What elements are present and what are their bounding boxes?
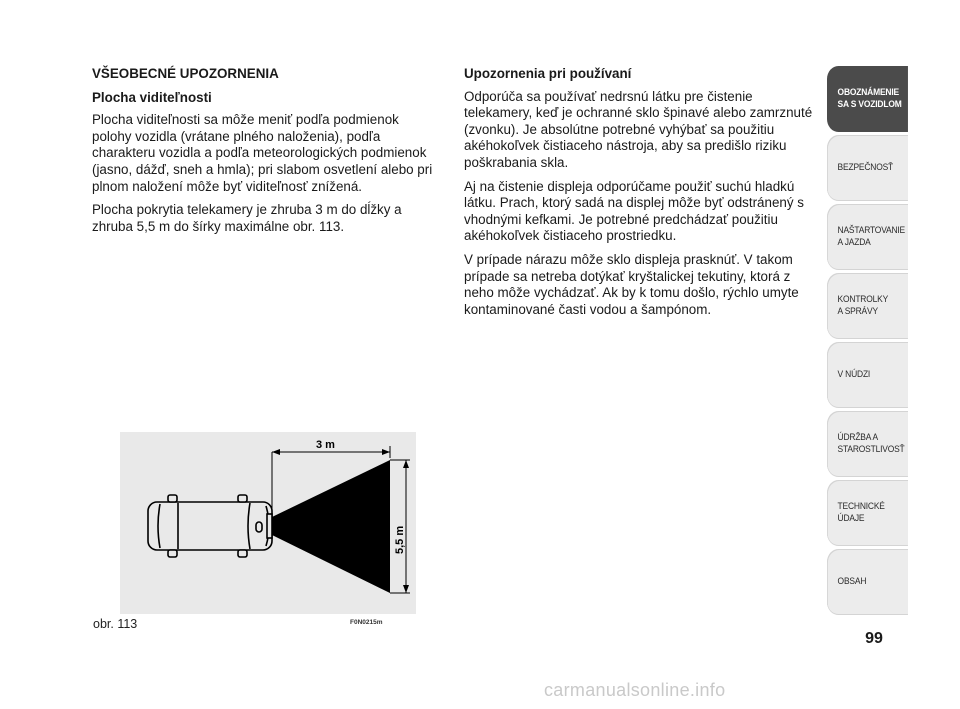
visibility-subheading: Plocha viditeľnosti (92, 89, 212, 105)
tab-maintenance[interactable]: ÚDRŽBA A STAROSTLIVOSŤ (827, 411, 908, 477)
tab-getting-to-know-vehicle[interactable]: OBOZNÁMENIE SA S VOZIDLOM (827, 66, 908, 132)
watermark: carmanualsonline.info (544, 680, 726, 700)
figure-code: F0N0215m (350, 619, 383, 626)
camera-coverage-diagram (120, 432, 416, 614)
paragraph: Aj na čistenie displeja odporúčame použiť suchú hladkú látku. Prach, ktorý sadá na displej môže byť odstránený s vhodnými kefkami. Je potrebné predchádzať použitiu akéhokoľvek čistiaceho prostriedku. (464, 178, 804, 244)
tab-technical-data[interactable]: TECHNICKÉ ÚDAJE (827, 480, 908, 546)
right-text-column (464, 66, 816, 325)
width-label: 5,5 m (394, 525, 406, 554)
tab-safety[interactable]: BEZPEČNOSŤ (827, 135, 908, 201)
figure-caption: obr. 113 (93, 617, 138, 631)
left-text-column (92, 66, 437, 242)
van-icon (148, 495, 272, 557)
paragraph: V prípade nárazu môže sklo displeja prasknúť. V takom prípade sa netreba dotýkať kryštalickej tekutiny, ktorá z neho môže vychádzať. Ak by k tomu došlo, rýchlo umyte kontaminované časti vodou a šampónom. (464, 251, 799, 317)
camera-coverage-figure (120, 432, 416, 614)
tab-warning-lights[interactable]: KONTROLKY A SPRÁVY (827, 273, 908, 339)
section-heading: VŠEOBECNÉ UPOZORNENIA (92, 66, 279, 81)
coverage-cone (272, 460, 390, 593)
tab-emergency[interactable]: V NÚDZI (827, 342, 908, 408)
tab-contents[interactable]: OBSAH (827, 549, 908, 615)
tab-starting-and-driving[interactable]: NAŠTARTOVANIE A JAZDA (827, 204, 908, 270)
paragraph: Plocha viditeľnosti sa môže meniť podľa podmienok polohy vozidla (vrátane plného naloženia), podľa charakteru vozidla a podľa meteorologických podmienok (jasno, dážď, sneh a hmla); pri slabom osvetlení alebo pri plnom naložení môže byť viditeľnosť znížená. (92, 112, 433, 194)
usage-warnings-subheading: Upozornenia pri používaní (464, 66, 632, 81)
length-label: 3 m (316, 439, 335, 451)
page-number: 99 (865, 630, 883, 647)
paragraph: Odporúča sa používať nedrsnú látku pre čistenie telekamery, keď je ochranné sklo špinavé alebo zamrznuté (zvonku). Je absolútne potrebné vyhýbať sa použitiu akéhokoľvek čistiaceho nástroja, aby sa predišlo riziku poškrabania skla. (464, 88, 813, 170)
paragraph: Plocha pokrytia telekamery je zhruba 3 m do dĺžky a zhruba 5,5 m do šírky maximálne obr. 113. (92, 202, 402, 234)
